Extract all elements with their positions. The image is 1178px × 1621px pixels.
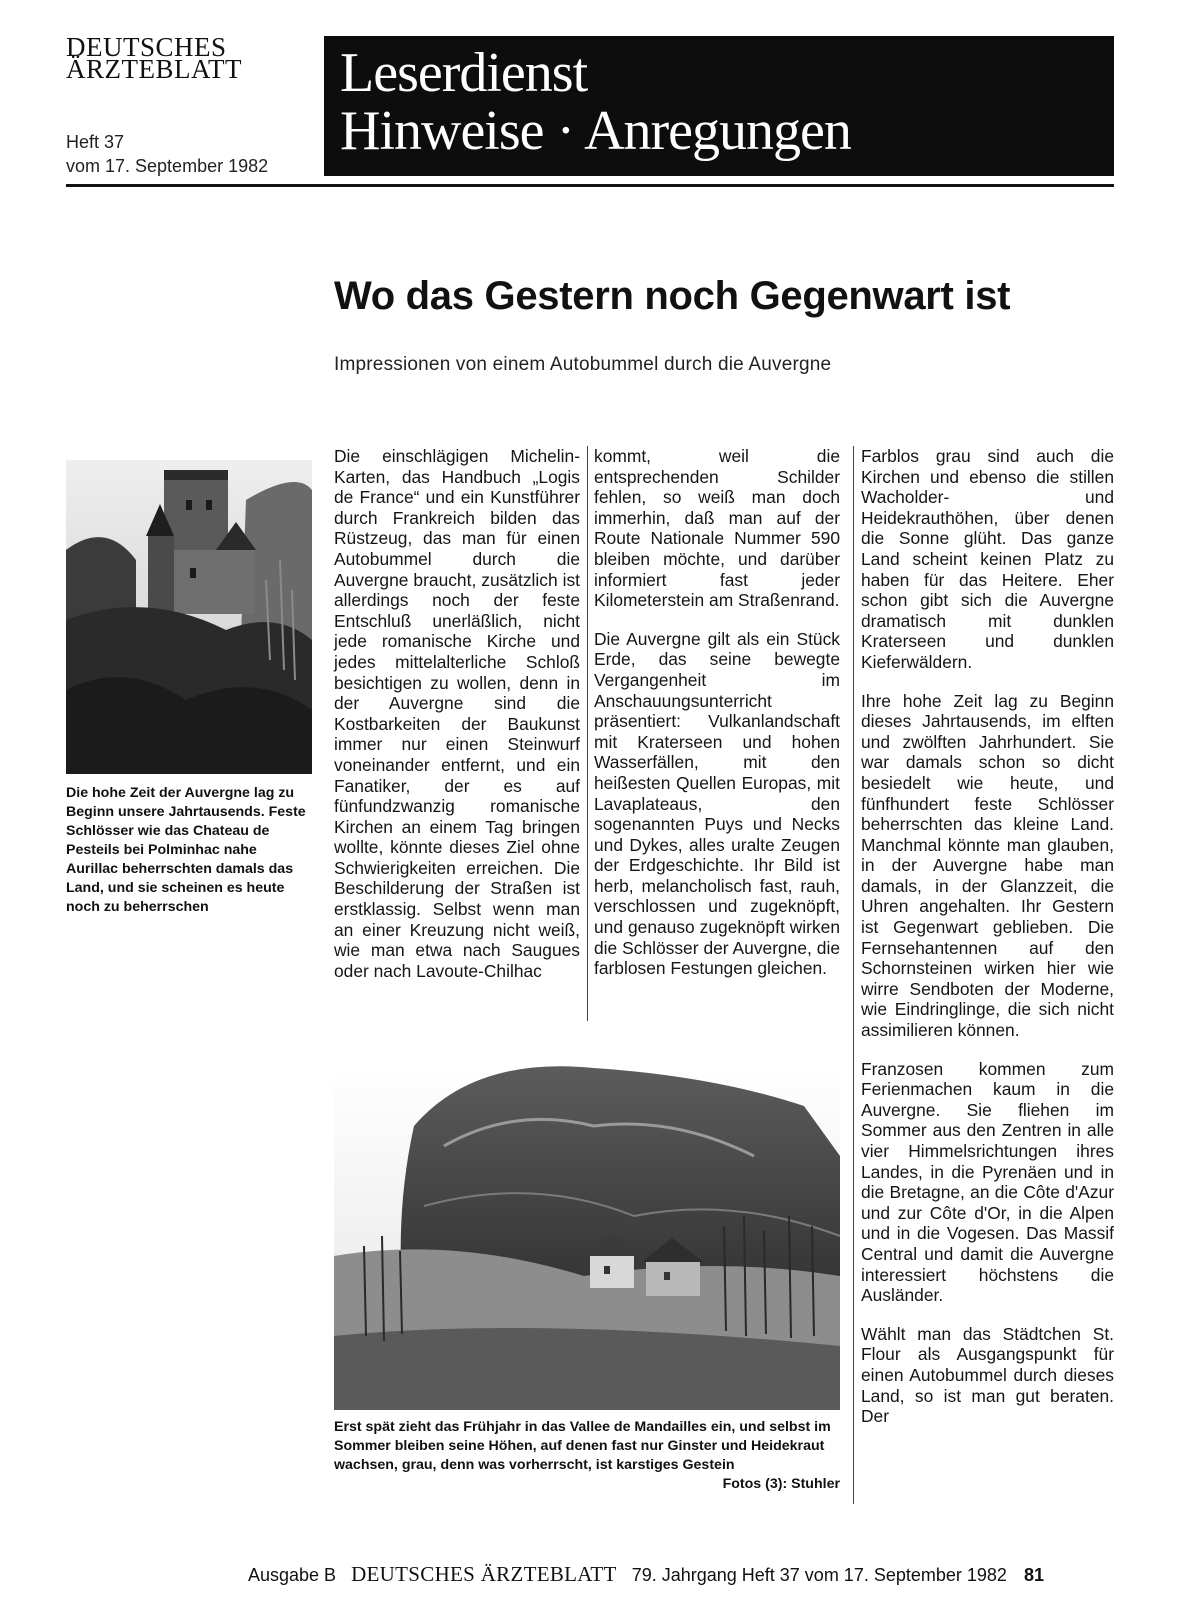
column-3-paragraph: Ihre hohe Zeit lag zu Beginn dieses Jahrtausends, im elften und zwölften Jahrhundert. Sie war damals schon so dicht besiedelt wie heute, und fünfhundert feste Schlösser beherrschten das kleine Land. Manchmal könnte man glauben, in der Auvergne habe man damals, in der Glanzzeit, die Uhren angehalten. Ihr Gestern ist Gegenwart geblieben. Die Fernsehantennen auf den Schornsteinen wirken hier wie wirre Sendboten der Moderne, wie Eindringlinge, die sich nicht assimilieren können. <box>861 690 1114 1041</box>
photo-credit: Fotos (3): Stuhler <box>722 1476 840 1492</box>
column-2-paragraph: kommt, weil die entsprechenden Schilder fehlen, so weiß man doch immerhin, daß man auf der Route Nationale Nummer 590 bleiben möchte, und darüber informiert fast jeder Kilometerstein am Straßenrand. <box>594 446 840 611</box>
issue-date: vom 17. September 1982 <box>66 156 269 176</box>
valley-caption-text: Erst spät zieht das Frühjahr in das Vallee de Mandailles ein, und selbst im Sommer bleiben seine Höhen, auf denen fast nur Ginster und Heidekraut wachsen, grau, denn was vorherrscht, ist karstiges Gestein <box>334 1419 831 1473</box>
footer-edition: Ausgabe B <box>248 1565 337 1585</box>
section-banner <box>324 36 1114 176</box>
banner-line-1: Leserdienst <box>340 42 588 104</box>
article-subheadline: Impressionen von einem Autobummel durch die Auvergne <box>334 354 832 375</box>
column-divider <box>587 446 588 1021</box>
column-1-paragraph: Die einschlägigen Michelin-Karten, das Handbuch „Logis de France“ und ein Kunstführer durch Frankreich bilden das Rüstzeug, das man für einen Autobummel durch die Auvergne braucht, zusätzlich ist allerdings noch der feste Entschluß unerläßlich, nicht jede romanische Kirche und jedes mittelalterliche Schloß besichtigen zu wollen, denn in der Auvergne sind die Kostbarkeiten der Baukunst immer nur einen Steinwurf voneinander entfernt, und ein Fanatiker, der es auf fünfundzwanzig romanische Kirchen an einem Tag bringen wollte, könnte dieses Ziel ohne Schwierigkeiten erreichen. Die Beschilderung der Straßen ist erstklassig. Selbst wenn man an einer Kreuzung nicht weiß, wie man etwa nach Saugues oder nach Lavoute-Chilhac <box>334 446 580 981</box>
valley-photo <box>334 1066 840 1410</box>
article-column-2 <box>594 446 840 997</box>
column-2-paragraph: Die Auvergne gilt als ein Stück Erde, das seine bewegte Vergangenheit im Anschauungsunterricht präsentiert: Vulkanlandschaft mit Kraterseen und hohen Wasserfällen, mit den heißesten Quellen Europas, mit Lavaplateaus, den sogenannten Puys und Necks und Dykes, alles uralte Zeugen der Erdgeschichte. Ihr Bild ist herb, melancholisch fast, rauh, verschlossen und zugeknöpft, und genauso zugeknöpft wirken die Schlösser der Auvergne, die farblosen Festungen gleichen. <box>594 628 840 979</box>
castle-photo <box>66 460 312 774</box>
journal-logo <box>66 32 316 84</box>
article-column-1 <box>334 446 580 999</box>
article-column-3 <box>861 446 1114 1445</box>
footer-journal-name: DEUTSCHES ÄRZTEBLATT <box>351 1562 617 1586</box>
castle-photo-caption: Die hohe Zeit der Auvergne lag zu Beginn unsere Jahrtausends. Feste Schlösser wie das Chateau de Pesteils bei Polminhac nahe Aurillac beherrschten damals das Land, und sie scheinen es heute noch zu beherrschen <box>66 785 306 915</box>
logo-line-2: ÄRZTEBLATT <box>66 54 242 84</box>
column-divider <box>853 446 854 1504</box>
article-headline: Wo das Gestern noch Gegenwart ist <box>334 274 1011 318</box>
column-3-paragraph: Farblos grau sind auch die Kirchen und ebenso die stillen Wacholder- und Heidekrauthöhen, über denen die Sonne glüht. Das ganze Land scheint keinen Platz zu haben für das Heitere. Eher schon gibt sich die Auvergne dramatisch mit dunklen Kraterseen und dunklen Kieferwäldern. <box>861 446 1114 672</box>
issue-info <box>66 130 268 178</box>
page-number: 81 <box>1023 1565 1044 1585</box>
header-rule <box>66 184 1114 187</box>
page-footer <box>248 1562 1044 1587</box>
footer-issue-info: 79. Jahrgang Heft 37 vom 17. September 1982 <box>631 1565 1007 1585</box>
column-3-paragraph: Wählt man das Städtchen St. Flour als Ausgangspunkt für einen Autobummel durch dieses Land, so ist man gut beraten. Der <box>861 1323 1114 1427</box>
banner-line-2: Hinweise · Anregungen <box>340 100 851 162</box>
issue-number: Heft 37 <box>66 132 125 152</box>
valley-photo-caption <box>334 1418 840 1494</box>
column-3-paragraph: Franzosen kommen zum Ferienmachen kaum in die Auvergne. Sie fliehen im Sommer aus den Zentren in alle vier Himmelsrichtungen ihres Landes, in die Pyrenäen und in die Bretagne, an die Côte d'Azur und zur Côte d'Or, in die Alpen und in die Vogesen. Das Massif Central und damit die Auvergne interessiert höchstens die Ausländer. <box>861 1058 1114 1306</box>
logo-line-1: DEUTSCHES <box>66 32 227 62</box>
